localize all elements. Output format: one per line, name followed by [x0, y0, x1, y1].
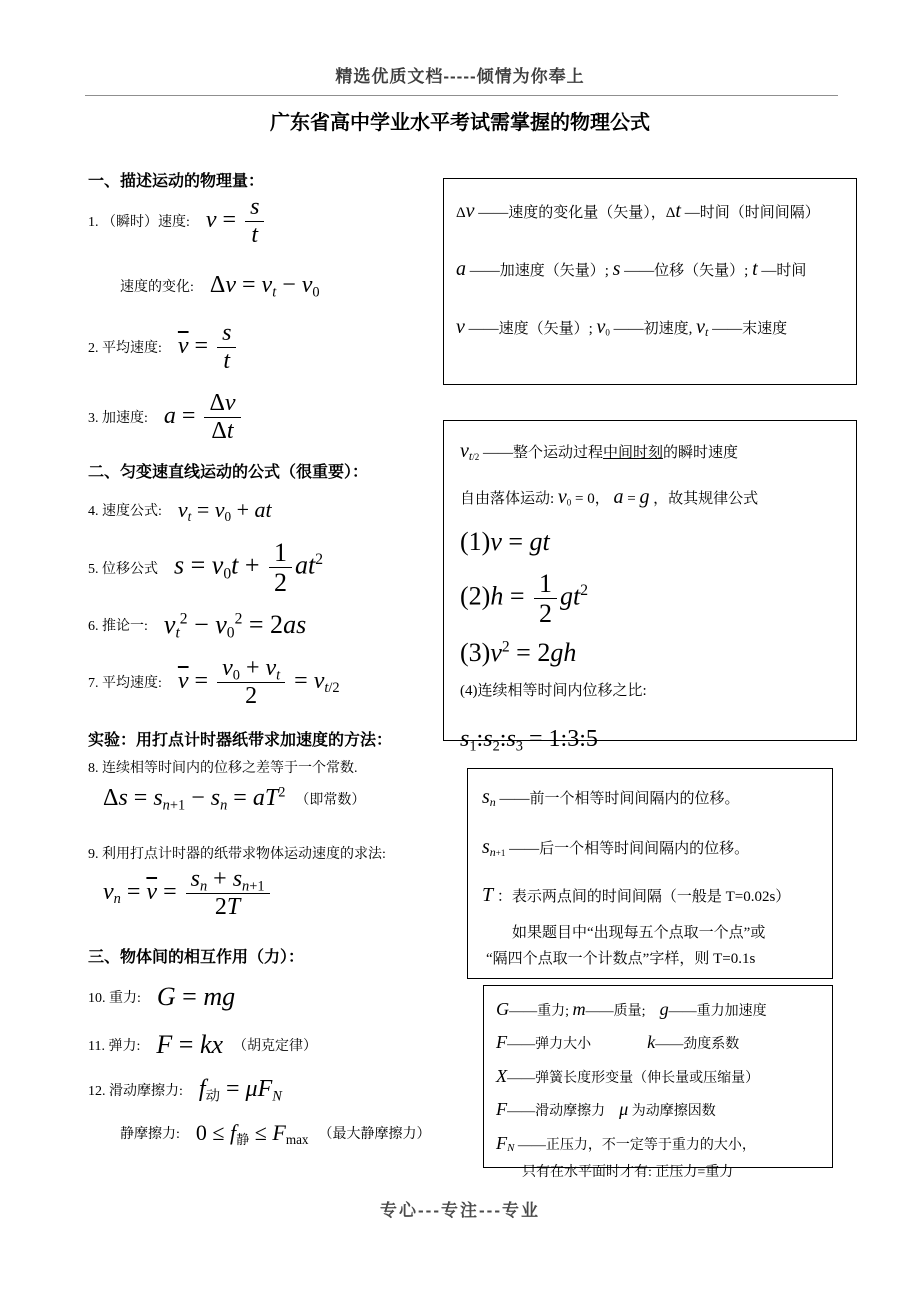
formula-row-velocity-change	[120, 272, 320, 299]
formula-math-static-friction: $0 \le f_静 \le F_{max}$	[195, 1120, 309, 1147]
formula-note-static-friction: （最大静摩擦力）	[318, 1127, 431, 1142]
section-heading-1: 一、描述运动的物理量：	[88, 173, 265, 190]
formula-label-3: 3. 加速度:	[88, 411, 148, 427]
free-fall-formula-3: $(3)v^2 = 2gh$	[460, 638, 577, 668]
document-header-note: 精选优质文档-----倾情为你奉上	[335, 67, 585, 86]
free-fall-formula-1: (1)v = gt	[460, 526, 550, 556]
formula-math-9: $v_n = \overline{v}$ = $\frac{s_n + s_{n+1}}{2T}$	[103, 866, 273, 921]
formula-math-2: $\overline{v}$ = $\frac{s}{t}$	[178, 320, 240, 375]
formula-math-7: $\overline{v}$ = $\frac{v_0 + v_t}{2}$ = $v_{t/2}$	[177, 655, 340, 709]
formula-math-10: G = mg	[156, 982, 236, 1011]
formula-row-9	[103, 866, 273, 921]
formula-row-4	[88, 497, 272, 523]
legend-line: G——重力; m——质量; g——重力加速度	[496, 999, 767, 1019]
formula-label-velocity-change: 速度的变化:	[120, 279, 194, 295]
formula-math-5: $s = v_0t$ + $\frac{1}{2}$ $at^2$	[174, 538, 324, 598]
formula-math-velocity-change: $\Delta v = v_t - v_0$	[209, 272, 320, 301]
formula-row-8	[103, 785, 365, 812]
legend-box-tape-timer	[467, 768, 833, 979]
legend-line: $s_{n+1}$ ——后一个相等时间间隔内的位移。	[482, 835, 750, 859]
formula-row-10	[88, 982, 235, 1012]
legend-line: “隔四个点取一个计数点”字样，则 T=0.1s	[486, 950, 756, 967]
page-title: 广东省高中学业水平考试需掌握的物理公式	[270, 112, 650, 134]
legend-line: v ——速度（矢量）; $v_0$ ——初速度, $v_t$ ——末速度	[456, 315, 788, 339]
legend-line: 如果题目中“出现每五个点取一个点”或	[512, 924, 766, 941]
formula-row-12	[88, 1076, 282, 1103]
formula-row-5	[88, 538, 323, 597]
formula-row-3	[88, 390, 244, 445]
header-divider	[85, 95, 838, 96]
formula-row-7	[88, 655, 340, 710]
section-heading-experiment: 实验：用打点计时器纸带求加速度的方法：	[88, 732, 393, 749]
formula-math-11: F = kx	[156, 1030, 224, 1059]
formula-note-11: （胡克定律）	[233, 1039, 318, 1054]
formula-math-3: a = $\frac{\Delta v}{\Delta t}$	[164, 390, 244, 445]
free-fall-ratio-formula-clipped: $s_1:s_2:s_3$ = 1:3:5	[460, 726, 598, 755]
legend-line: $s_n$ ——前一个相等时间间隔内的位移。	[482, 786, 740, 809]
formula-row-11	[88, 1030, 317, 1060]
formula-label-7: 7. 平均速度:	[88, 676, 162, 692]
formula-label-6: 6. 推论一:	[88, 619, 148, 634]
legend-line: 自由落体运动: $v_0 = 0$， a = g ，故其规律公式	[460, 485, 759, 508]
section-heading-2: 二、匀变速直线运动的公式（很重要）：	[88, 464, 369, 481]
formula-label-static-friction: 静摩擦力:	[120, 1127, 180, 1142]
item-9-text: 9. 利用打点计时器的纸带求物体运动速度的求法:	[88, 847, 386, 862]
formula-row-static-friction	[120, 1120, 431, 1146]
formula-math-4: $v_t = v_0$ + at	[177, 497, 272, 524]
formula-note-8: （即常数）	[295, 792, 366, 808]
legend-line: $F_N$ ——正压力，不一定等于重力的大小，	[496, 1132, 756, 1155]
legend-line: 只有在水平面时才有: 正压力=重力	[522, 1164, 734, 1180]
formula-math-1: v = $\frac{s}{t}$	[206, 194, 268, 249]
legend-line: F——弹力大小 k——劲度系数	[496, 1032, 740, 1053]
legend-box-motion-quantities	[443, 178, 857, 385]
formula-row-1	[88, 194, 267, 249]
free-fall-formula-2: (2)h = $\frac{1}{2}$ $gt^2$	[460, 568, 589, 628]
legend-box-forces	[483, 985, 833, 1180]
formula-label-12: 12. 滑动摩擦力:	[88, 1083, 183, 1099]
formula-label-4: 4. 速度公式:	[88, 504, 162, 519]
legend-box-free-fall	[443, 420, 857, 755]
formula-label-1: 1. （瞬时）速度:	[88, 215, 190, 231]
formula-label-2: 2. 平均速度:	[88, 341, 162, 357]
page-footer: 专心---专注---专业	[380, 1201, 540, 1220]
formula-label-5: 5. 位移公式	[88, 561, 158, 577]
free-fall-ratio-label: (4)连续相等时间内位移之比:	[460, 683, 647, 700]
formula-math-6: $v_t^2 - v_0^2 = 2as$	[163, 610, 307, 642]
formula-math-8: $\Delta s = s_{n+1} - s_n = aT^2$	[103, 784, 286, 814]
formula-math-12: $f_动 = \mu F_N$	[198, 1076, 282, 1105]
item-8-text: 8. 连续相等时间内的位移之差等于一个常数.	[88, 761, 358, 776]
formula-label-10: 10. 重力:	[88, 991, 141, 1006]
legend-line: a ——加速度（矢量）; s ——位移（矢量）; t —时间	[456, 257, 807, 280]
legend-line: $v_{t/2}$ ——整个运动过程中间时刻的瞬时速度	[460, 440, 738, 463]
section-heading-3: 三、物体间的相互作用（力）：	[88, 949, 305, 966]
formula-row-2	[88, 320, 239, 375]
formula-row-6	[88, 610, 306, 640]
legend-line: X——弹簧长度形变量（伸长量或压缩量）	[496, 1065, 760, 1086]
legend-line: T ：表示两点间的时间间隔（一般是 T=0.02s）	[482, 883, 791, 906]
legend-line: Δv ——速度的变化量（矢量），Δt —时间（时间间隔）	[456, 200, 820, 222]
legend-line: F——滑动摩擦力 μ 为动摩擦因数	[496, 1099, 716, 1120]
formula-label-11: 11. 弹力:	[88, 1039, 141, 1054]
